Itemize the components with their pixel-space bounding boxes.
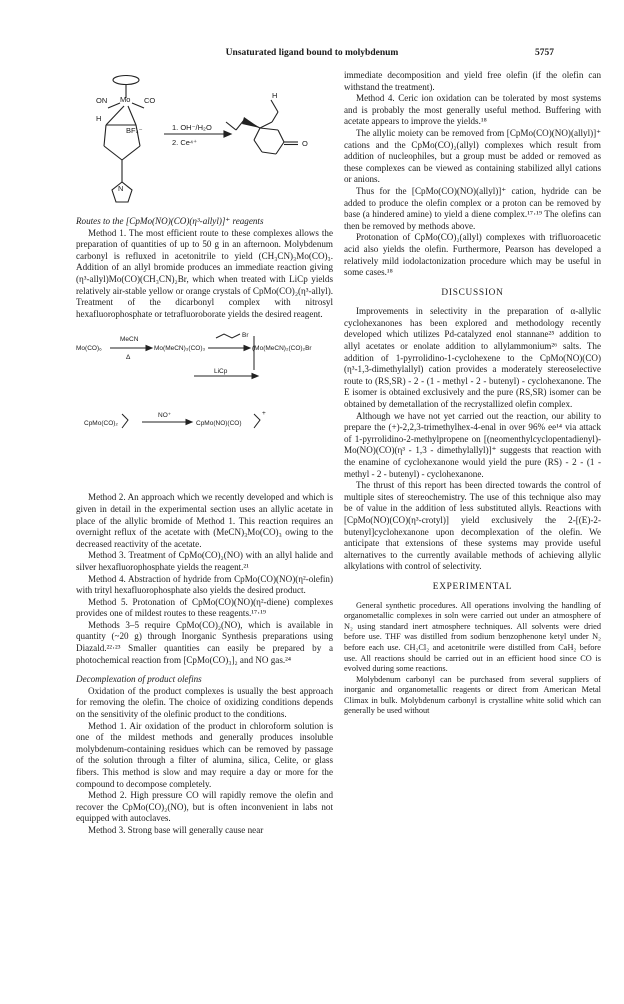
experimental-heading: EXPERIMENTAL [432,581,513,592]
right-paragraph-7: Although we have not yet carried out the reaction, our ability to prepare the (+)-2,2,3-trimethylhex-4-enal in over 96% ee¹⁴ via attack of 1-pyrrolidino-2-methylpropene on [(neomenthylcyclopentadienyl)-Mo(NO)(CO)(η³ - 1,3 - dimethylallyl)]⁺ suggests that reaction with the enamine of cyclohexanone would yield the pure (RS) - 2 - (1 - methyl - 2 - butenyl) - cyclohexanone. [344,410,601,479]
left-paragraph-2: Method 2. An approach which we recently developed and which is given in detail in the experimental section uses an allylic acetate in place of the allylic bromide of Method 1. This reaction requires an overnight reflux of the acetate with (MeCN)₃Mo(CO)₃ owing to the decreased reactivity of the acetate. [76,492,333,549]
label-delta: Δ [126,354,131,362]
label-o: O [302,139,308,148]
label-on: ON [96,96,108,105]
right-paragraph-4: Thus for the [CpMo(CO)(NO)(allyl)]⁺ cation, hydride can be added to produce the olefin complex or a proton can be removed by base (a hindered amine) to yield a diene complex.¹⁷·¹⁹ The olefins can then be removed by methods above. [344,185,601,231]
label-h-2: H [272,91,278,100]
label-mo-co6: Mo(CO)₆ [76,345,102,353]
right-paragraph-1: immediate decomposition and yield free olefin (if the olefin can withstand the treatment). [344,70,601,92]
left-paragraph-7: Oxidation of the product complexes is usually the best approach for removing the olefin. The choice of oxidizing conditions depends on the sensitivity of the olefinic product to the conditions. [76,685,333,720]
label-mecn: MeCN [120,336,139,344]
left-paragraph-3: Method 3. Treatment of CpMo(CO)₂(NO) with an allyl halide and silver hexafluorophosphate yields the reagent.²¹ [76,550,333,572]
label-product-1: (Mo(MeCN)₂(CO)₂Br [252,345,312,353]
label-step-1: 1. OH⁻/H₂O [172,123,212,132]
right-column [344,70,601,717]
discussion-heading: DISCUSSION [441,287,504,298]
label-mo: Mo [120,95,131,104]
right-paragraph-3: The allylic moiety can be removed from [CpMo(CO)(NO)(allyl)]⁺ cations and the CpMo(CO)₂(allyl) complexes which result from addition of nucleophiles, but a group must be added or removed as these complexes can be viewed as containing stabilized allyl cations or anions. [344,127,601,185]
label-step-2: 2. Ce⁴⁺ [172,138,198,147]
label-bf4: BF₄⁻ [126,126,143,135]
label-br: Br [242,332,249,340]
left-paragraph-8: Method 1. Air oxidation of the product in chloroform solution is one of the mildest methods and generally produces insoluble molybdenum-containing residues which can be removed by passage of the solution through a filter of alumina, silica, Celite, or glass fibers. This method is slow and may require a day or more for the compound to decompose completely. [76,720,333,789]
running-title: Unsaturated ligand bound to molybdenum [225,48,399,58]
label-n: N [118,184,124,193]
left-paragraph-5: Method 5. Protonation of CpMo(CO)(NO)(η²-diene) complexes provides one of mildest routes to these reagents.¹⁷·¹⁹ [76,596,333,619]
reaction-scheme-1 [76,70,333,210]
label-plus: + [262,410,266,418]
right-paragraph-10: Molybdenum carbonyl can be purchased from several suppliers of inorganic and organometallic reagents or direct from American Metal Climax in bulk. Molybdenum carbonyl is crystalline white solid which can generally be used without [344,674,601,716]
label-mo-mecn: Mo(MeCN)₃(CO)₃ [154,345,206,353]
page-number: 5757 [535,48,554,58]
decomplexation-heading: Decomplexation of product olefins [76,674,202,685]
right-paragraph-2: Method 4. Ceric ion oxidation can be tolerated by most systems and is probably the most generally useful method. Buffering with acetate appears to improve the yields.¹⁸ [344,93,601,127]
right-paragraph-5: Protonation of CpMo(CO)₂(allyl) complexes with trifluoroacetic acid also yields the olefin. Furthermore, Pearson has developed a relatively mild iodolactonization procedure which may be useful in some cases.¹⁸ [344,232,601,278]
label-co: CO [144,96,156,105]
scheme-1-drawing [76,70,333,210]
right-paragraph-8: The thrust of this report has been directed towards the control of multiple sites of stereochemistry. The use of this technique also may be of value in the addition of less substituted allyls. Reactions with [CpMo(NO)(CO)(η³-crotyl)] yield exclusively the 2-[(E)-2-butenyl]cyclohexanone upon decomplexation of the olefin. We anticipate that extensions of these systems may provide useful alternatives to the currently available methods of achieving allylic alkylations with control of selectivity. [344,480,601,572]
left-column [76,70,333,837]
left-paragraph-10: Method 3. Strong base will generally cause near [88,824,264,835]
routes-heading: Routes to the [CpMo(NO)(CO)(η³-allyl)]⁺ reagents [76,216,264,226]
left-paragraph-6: Methods 3–5 require CpMo(CO)₂(NO), which is available in quantity (~20 g) through Inorganic Synthesis preparations using Diazald.²²·²³ Smaller quantities can easily be prepared by a photochemical reaction from [CpMo(CO)₃]₂ and NO gas.²⁴ [76,619,333,665]
reaction-scheme-2 [76,330,333,480]
right-paragraph-6: Improvements in selectivity in the preparation of α-allylic cyclohexanones has been explored and methodology recently developed which utilizes Pd-catalyzed enol stannane²⁵ addition to allyl acetates or enolate addition to allylammonium²⁶ salts. The addition of 1-pyrrolidino-1-cyclohexene to the CpMo(NO)(CO)(η³-1,3-dimethylallyl) cation provides a moderately stereoselective route to (RS,SR) - 2 - (1 - methyl - 2 - butenyl) - cyclohexanone. The E isomer is obtained exclusively and the pure (RS,SR) isomer can be obtained by demetallation of the recrystallized olefin complex. [344,306,601,410]
label-cpmo-co2: CpMo(CO)₂ [84,420,118,428]
left-paragraph-4: Method 4. Abstraction of hydride from CpMo(CO)(NO)(η²-olefin) with trityl hexafluorophosphate also yields the desired product. [76,573,333,596]
right-paragraph-9: General synthetic procedures. All operations involving the handling of organometallic complexes in soln were carried out under an atmosphere of N₂ using standard inert atmosphere techniques. All solvents were dried before use. THF was distilled from sodium benzophenone ketyl under N₂ before each use. CH₂Cl₂ and acetonitrile were distilled from CaH₂ before use. All reactions should be carried out in an efficient hood since CO is evolved during some reactions. [344,600,601,674]
running-header [0,48,624,62]
left-paragraph-1: Method 1. The most efficient route to these complexes allows the preparation of quantities of up to 50 g in an afternoon. Molybdenum carbonyl is refluxed in acetonitrile to yield (CH₃CN)₃Mo(CO)₃. Addition of an allyl bromide produces an immediate reaction giving (η³-allyl)Mo(CO)(CH₃CN)₂Br, which when treated with LiCp yields relatively air-stable yellow or orange crystals of CpMo(CO)₂(η³-allyl). Treatment of the dicarbonyl complex with nitrosyl hexafluorophosphate or tetrafluoroborate yields the desired reagent. [76,227,333,319]
label-no-plus: NO⁺ [158,412,172,420]
left-paragraph-9: Method 2. High pressure CO will rapidly remove the olefin and recover the CpMo(CO)₂(NO), but is often inconvenient in labs not equipped with autoclaves. [76,790,333,824]
label-cpmo-no-co: CpMo(NO)(CO) [196,420,242,428]
label-licp: LiCp [214,368,228,376]
label-h-1: H [96,114,102,123]
